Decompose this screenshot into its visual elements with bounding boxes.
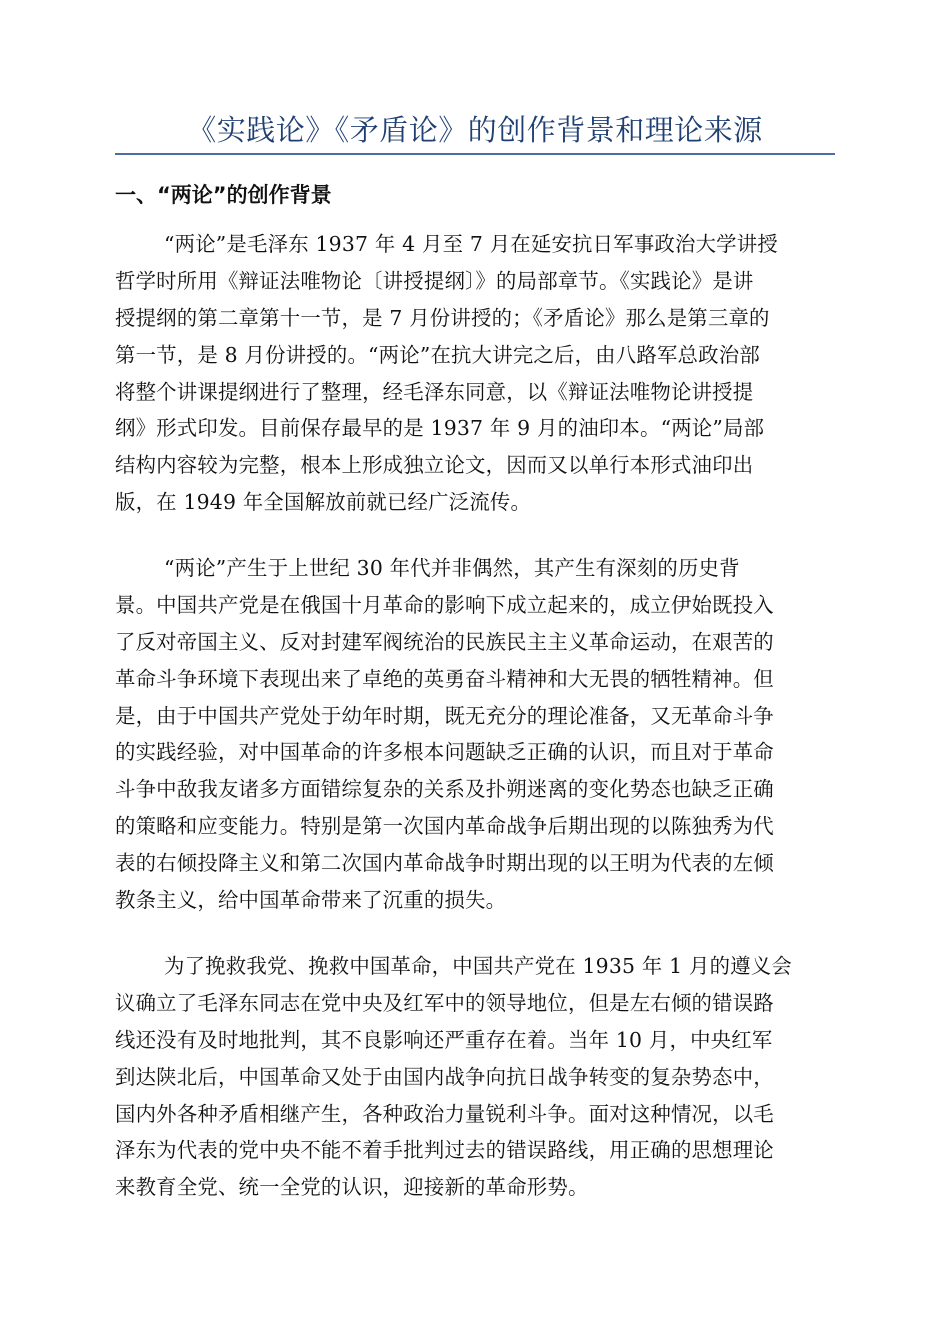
text-line: 的策略和应变能力。特别是第一次国内革命战争后期出现的以陈独秀为代 <box>115 814 774 839</box>
document-title: 《实践论》《矛盾论》的创作背景和理论来源 <box>187 113 763 147</box>
text-line: 是，由于中国共产党处于幼年时期，既无充分的理论准备，又无革命斗争 <box>115 703 774 728</box>
text-line: 结构内容较为完整，根本上形成独立论文，因而又以单行本形式油印出 <box>115 453 754 478</box>
paragraph-3 <box>115 948 835 1206</box>
text-line: 斗争中敌我友诸多方面错综复杂的关系及扑朔迷离的变化势态也缺乏正确 <box>115 777 774 802</box>
text-line: 为了挽救我党、挽救中国革命，中国共产党在 1935 年 1 月的遵义会 <box>164 954 792 978</box>
text-line: 泽东为代表的党中央不能不着手批判过去的错误路线，用正确的思想理论 <box>115 1138 774 1163</box>
paragraph-1 <box>115 226 835 521</box>
text-line: 议确立了毛泽东同志在党中央及红军中的领导地位，但是左右倾的错误路 <box>115 990 774 1015</box>
text-line: 表的右倾投降主义和第二次国内革命战争时期出现的以王明为代表的左倾 <box>115 851 774 876</box>
text-line: 版，在 1949 年全国解放前就已经广泛流传。 <box>115 490 532 515</box>
text-line: “两论”产生于上世纪 30 年代并非偶然，其产生有深刻的历史背 <box>164 556 740 580</box>
paragraph-2 <box>115 550 835 919</box>
text-line: 的实践经验，对中国革命的许多根本问题缺乏正确的认识，而且对于革命 <box>115 740 774 765</box>
text-line: 纲》形式印发。目前保存最早的是 1937 年 9 月的油印本。“两论”局部 <box>115 416 765 441</box>
text-line: 国内外各种矛盾相继产生，各种政治力量锐利斗争。面对这种情况，以毛 <box>115 1101 774 1126</box>
text-line: 景。中国共产党是在俄国十月革命的影响下成立起来的，成立伊始既投入 <box>115 592 774 617</box>
text-line: 了反对帝国主义、反对封建军阀统治的民族民主主义革命运动，在艰苦的 <box>115 629 774 654</box>
text-line: 来教育全党、统一全党的认识，迎接新的革命形势。 <box>115 1175 589 1200</box>
text-line: 革命斗争环境下表现出来了卓绝的英勇奋斗精神和大无畏的牺牲精神。但 <box>115 666 774 691</box>
text-line: 教条主义，给中国革命带来了沉重的损失。 <box>115 888 507 913</box>
text-line: “两论”是毛泽东 1937 年 4 月至 7 月在延安抗日军事政治大学讲授 <box>164 232 778 256</box>
text-line: 哲学时所用《辩证法唯物论〔讲授提纲〕》的局部章节。《实践论》是讲 <box>115 268 754 293</box>
text-line: 到达陕北后，中国革命又处于由国内战争向抗日战争转变的复杂势态中， <box>115 1064 774 1089</box>
title-underline <box>115 153 835 155</box>
text-line: 授提纲的第二章第十一节，是 7 月份讲授的；《矛盾论》那么是第三章的 <box>115 305 770 330</box>
text-line: 第一节，是 8 月份讲授的。“两论”在抗大讲完之后，由八路军总政治部 <box>115 342 760 367</box>
text-line: 将整个讲课提纲进行了整理，经毛泽东同意，以《辩证法唯物论讲授提 <box>115 379 754 404</box>
section-heading: 一、“两论”的创作背景 <box>115 183 332 207</box>
text-line: 线还没有及时地批判，其不良影响还严重存在着。当年 10 月，中央红军 <box>115 1027 773 1052</box>
